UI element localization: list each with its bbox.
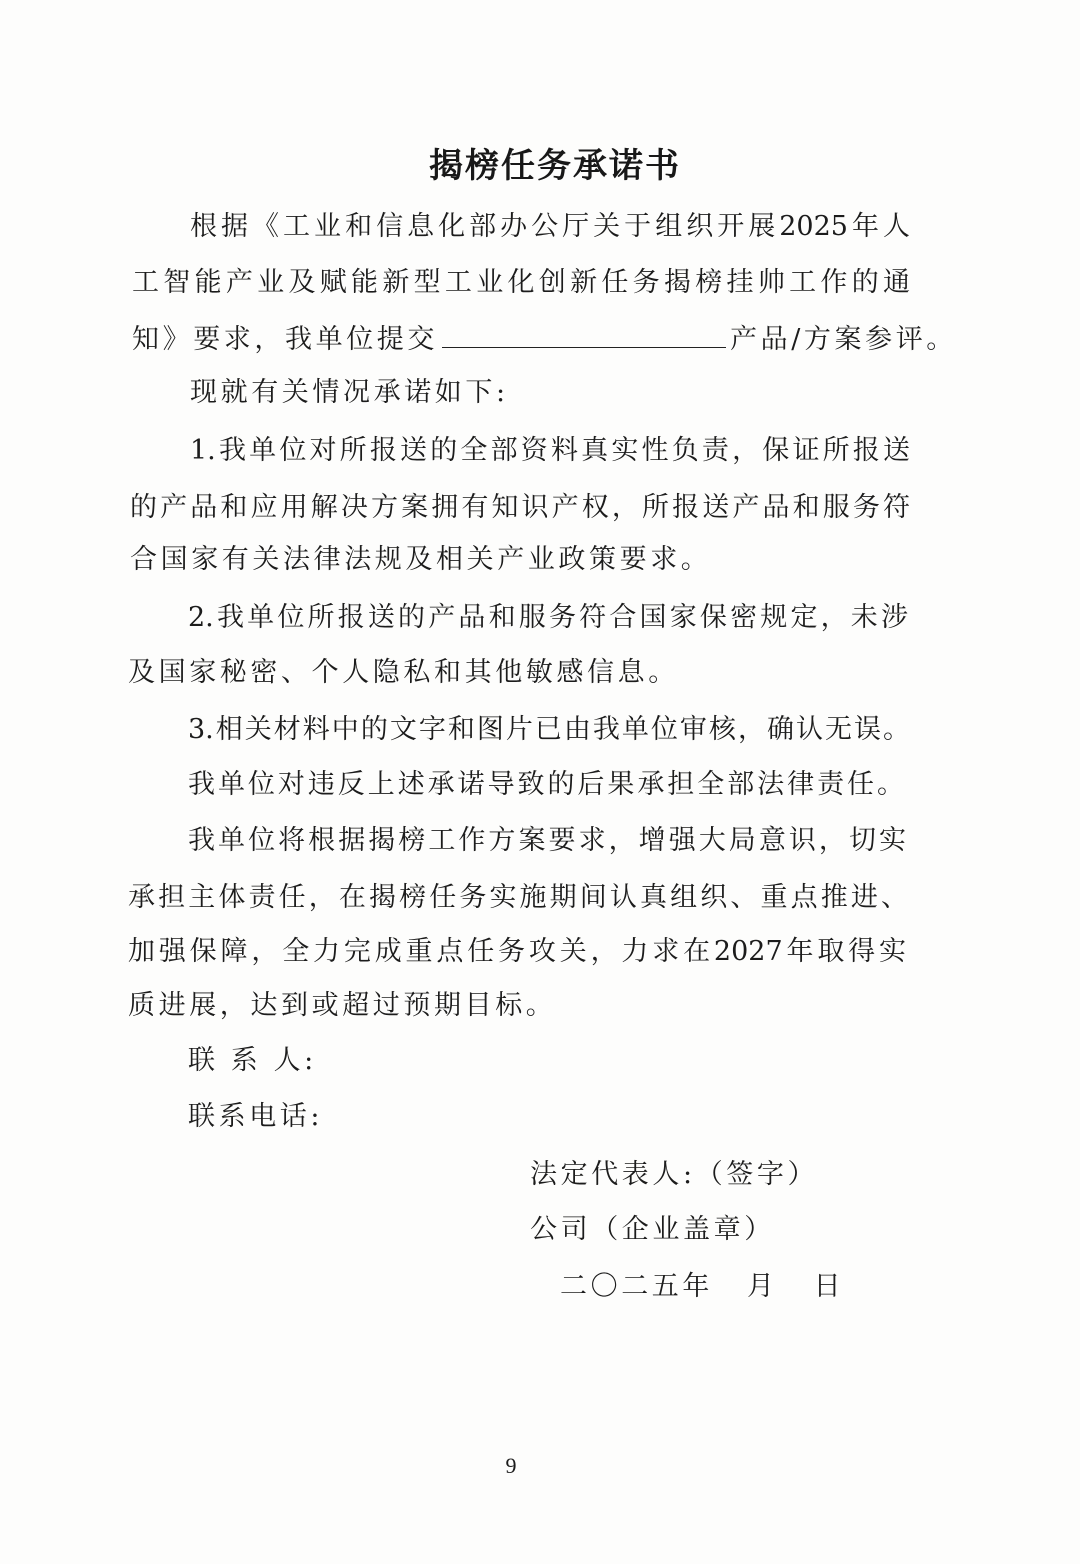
date-year: 二〇二五年 — [560, 1271, 713, 1302]
legal-representative-label: 法定代表人:（签字） — [530, 1159, 819, 1190]
contact-phone-label: 联系电话: — [188, 1101, 324, 1132]
para1-line3 — [132, 321, 957, 358]
commit-line2: 承担主体责任，在揭榜任务实施期间认真组织、重点推进、 — [128, 882, 908, 913]
commit-line1: 我单位将根据揭榜工作方案要求，增强大局意识，切实 — [188, 825, 906, 856]
company-seal-label: 公司（企业盖章） — [530, 1214, 775, 1245]
document-title: 揭榜任务承诺书 — [429, 146, 681, 186]
para1-line3-suffix: 产品/方案参评。 — [730, 324, 957, 355]
product-name-blank[interactable] — [442, 321, 726, 348]
page-number: 9 — [505, 1453, 517, 1478]
item1-line2: 的产品和应用解决方案拥有知识产权，所报送产品和服务符 — [130, 492, 910, 523]
para1-line3-text: 知》要求，我单位提交 — [132, 324, 438, 355]
item1-line1: 1.我单位对所报送的全部资料真实性负责，保证所报送 — [190, 435, 910, 466]
para1-line1: 根据《工业和信息化部办公厅关于组织开展2025年人 — [190, 211, 910, 242]
item2-line1: 2.我单位所报送的产品和服务符合国家保密规定，未涉 — [188, 602, 908, 633]
contact-person-label: 联 系 人: — [188, 1045, 317, 1076]
commit-line4: 质进展，达到或超过预期目标。 — [128, 990, 557, 1021]
date-day: 日 — [813, 1271, 845, 1302]
item2-line2: 及国家秘密、个人隐私和其他敏感信息。 — [128, 657, 679, 688]
intro-line: 现就有关情况承诺如下: — [190, 377, 509, 408]
item3-line: 3.相关材料中的文字和图片已由我单位审核，确认无误。 — [188, 714, 910, 745]
para1-line2: 工智能产业及赋能新型工业化创新任务揭榜挂帅工作的通 — [132, 267, 910, 298]
date-month: 月 — [747, 1271, 778, 1302]
item1-line3: 合国家有关法律法规及相关产业政策要求。 — [130, 544, 712, 575]
signature-date — [560, 1269, 844, 1305]
liability-line: 我单位对违反上述承诺导致的后果承担全部法律责任。 — [188, 769, 904, 800]
commit-line3: 加强保障，全力完成重点任务攻关，力求在2027年取得实 — [128, 936, 906, 967]
